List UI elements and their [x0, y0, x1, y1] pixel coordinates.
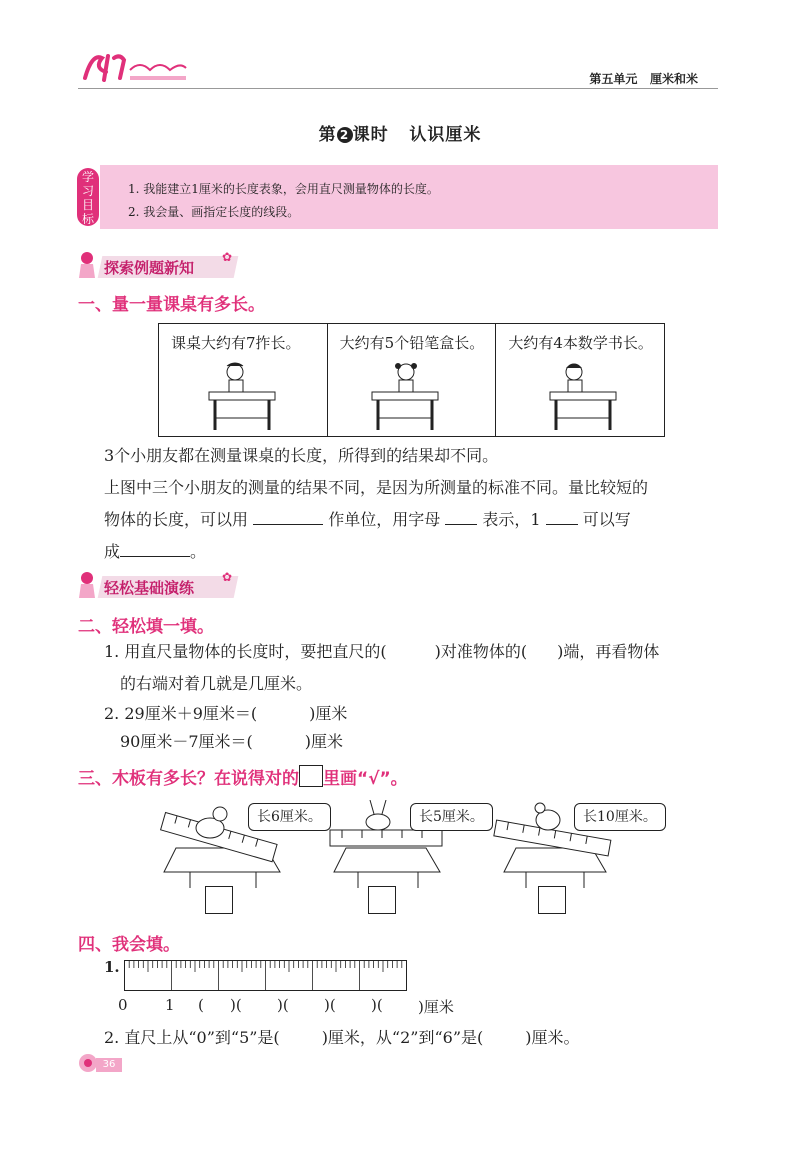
check-box[interactable] — [538, 886, 566, 914]
girl-icon — [76, 570, 98, 604]
q2-item1-cont: 的右端对着几就是几厘米。 — [120, 674, 313, 693]
child-at-desk-image — [546, 360, 622, 432]
cell-caption: 大约有4本数学书长。 — [508, 334, 653, 352]
girl-icon — [76, 250, 98, 284]
letter-blank[interactable] — [445, 506, 477, 525]
q1-line2: 上图中三个小朋友的测量的结果不同，是因为所测量的标准不同。量比较短的 — [104, 478, 649, 497]
section-banner-explore: 探索例题新知 — [104, 259, 195, 277]
q2-title: 二、轻松填一填。 — [78, 617, 214, 637]
speech-bubble: 长10厘米。 — [574, 803, 666, 831]
q2-item1: 1. 用直尺量物体的长度时，要把直尺的( )对准物体的( )端，再看物体 — [104, 642, 660, 661]
desk-cell — [496, 324, 664, 436]
flower-icon: ✿ — [222, 250, 233, 264]
cell-caption: 课桌大约有7拃长。 — [171, 334, 301, 352]
desk-table — [158, 323, 665, 437]
unit-blank[interactable] — [253, 506, 323, 525]
speech-bubble: 长6厘米。 — [248, 803, 331, 831]
desk-cell — [328, 324, 497, 436]
flower-icon: ✿ — [222, 570, 233, 584]
lesson-title: 第 2 课时 认识厘米 — [318, 125, 482, 145]
q1-line3: 物体的长度，可以用 作单位，用字母 表示，1 可以写 — [104, 504, 720, 536]
cell-caption: 大约有5个铅笔盒长。 — [339, 334, 485, 352]
desk-cell — [159, 324, 328, 436]
q2-item2: 2. 29厘米＋9厘米＝( )厘米 — [104, 704, 348, 723]
q4-title: 四、我会填。 — [78, 935, 180, 955]
q1-title: 一、量一量课桌有多长。 — [78, 295, 265, 315]
header-unit: 第五单元 厘米和米 — [589, 72, 698, 86]
q1-line1: 3个小朋友都在测量课桌的长度，所得到的结果却不同。 — [104, 446, 499, 465]
child-at-desk-image — [368, 360, 444, 432]
unit-name-blank[interactable] — [546, 506, 578, 525]
page-number: 36 — [96, 1058, 122, 1072]
q3-title: 三、木板有多长？在说得对的 里画“√”。 — [78, 764, 408, 789]
goal-item: 2. 我会量、画指定长度的线段。 — [128, 205, 300, 219]
section-banner-practice: 轻松基础演练 — [104, 579, 195, 597]
child-at-desk-image — [205, 360, 281, 432]
goal-item: 1. 我能建立1厘米的长度表象，会用直尺测量物体的长度。 — [128, 182, 439, 196]
header-divider — [78, 88, 718, 89]
check-box[interactable] — [368, 886, 396, 914]
ruler-diagram — [124, 960, 410, 992]
speech-bubble: 长5厘米。 — [410, 803, 493, 831]
q4-item1-num: 1. — [104, 958, 120, 976]
q1-line4: 成 。 — [104, 536, 206, 568]
q4-item2: 2. 直尺上从“0”到“5”是( )厘米，从“2”到“6”是( )厘米。 — [104, 1028, 580, 1047]
goals-tag: 学习目标 — [77, 168, 99, 226]
brand-logo — [80, 48, 190, 88]
q2-item3: 90厘米－7厘米＝( )厘米 — [120, 732, 344, 751]
write-as-blank[interactable] — [120, 538, 190, 557]
check-box[interactable] — [205, 886, 233, 914]
